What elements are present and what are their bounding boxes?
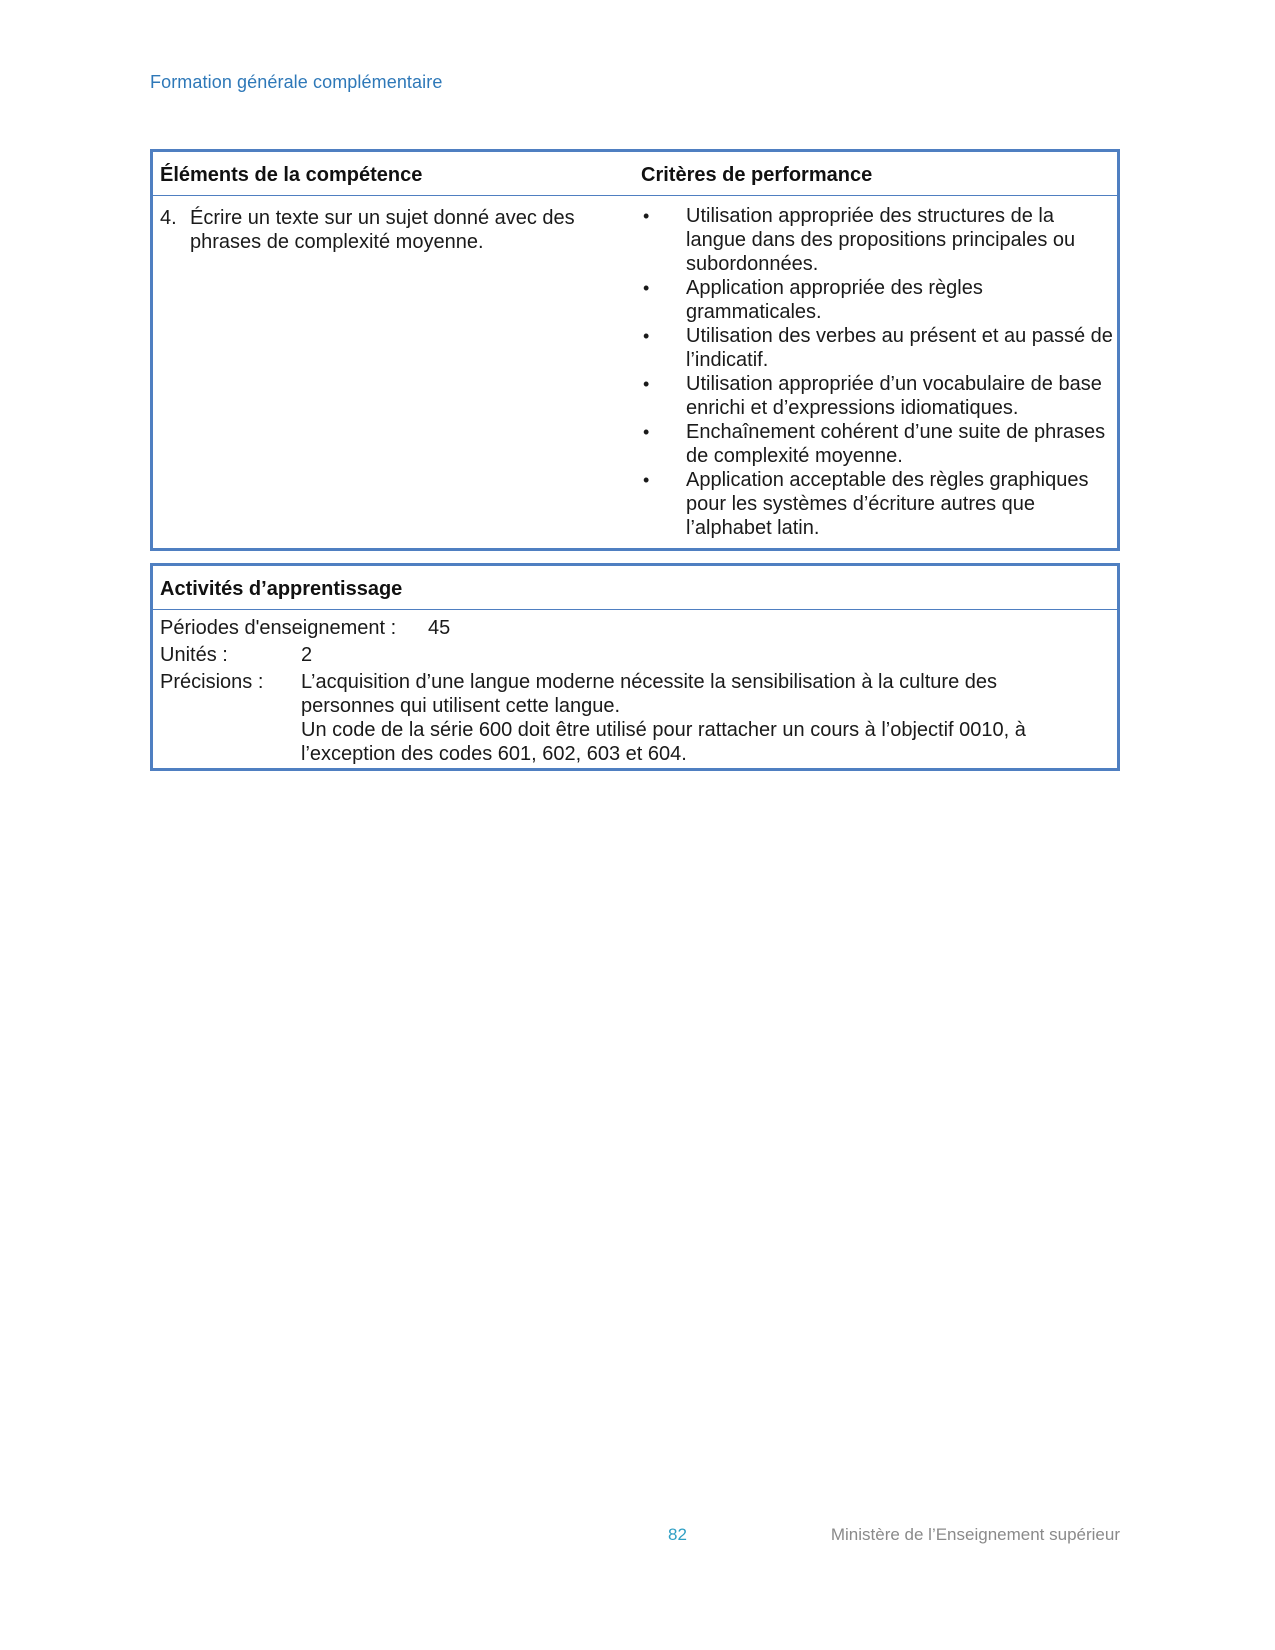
col-header-elements: Éléments de la compétence [160, 164, 423, 186]
criteria-text: Utilisation des verbes au présent et au passé de l’indicatif. [686, 325, 1113, 371]
activites-header [153, 566, 1117, 610]
periodes-value: 45 [428, 617, 451, 639]
criteria-text: Utilisation appropriée des structures de la langue dans des propositions principales ou subordonnées. [686, 205, 1076, 275]
activites-table [150, 563, 1120, 771]
element-text: Écrire un texte sur un sujet donné avec des phrases de complexité moyenne. [190, 207, 575, 253]
bullet-icon: • [643, 422, 650, 442]
col-header-criteres: Critères de performance [641, 164, 873, 186]
competence-table-header [153, 152, 1117, 196]
criteria-text: Application acceptable des règles graphiques pour les systèmes d’écriture autres que l’alphabet latin. [686, 469, 1089, 539]
criteria-item [643, 372, 1113, 420]
criteria-item [643, 324, 1113, 372]
unites-value: 2 [301, 644, 313, 666]
competence-table [150, 149, 1120, 551]
criteria-item [643, 420, 1113, 468]
bullet-icon: • [643, 326, 650, 346]
unites-label: Unités : [160, 644, 228, 666]
running-header: Formation générale complémentaire [150, 72, 443, 92]
bullet-icon: • [643, 278, 650, 298]
footer-ministry: Ministère de l’Enseignement supérieur [830, 1525, 1120, 1544]
precision-paragraph: L’acquisition d’une langue moderne nécessite la sensibilisation à la culture des personnes qui utilisent cette langue. [301, 671, 997, 717]
criteria-text: Utilisation appropriée d’un vocabulaire de base enrichi et d’expressions idiomatiques. [686, 373, 1102, 419]
bullet-icon: • [643, 374, 650, 394]
bullet-icon: • [643, 206, 650, 226]
criteria-item [643, 276, 1113, 324]
periodes-label: Périodes d'enseignement : [160, 617, 397, 639]
element-number: 4. [160, 207, 177, 229]
criteria-text: Enchaînement cohérent d’une suite de phrases de complexité moyenne. [686, 421, 1106, 467]
precisions-text [301, 670, 1091, 766]
activites-title: Activités d’apprentissage [160, 578, 403, 600]
criteria-item [643, 468, 1113, 540]
precisions-label: Précisions : [160, 671, 264, 693]
precision-paragraph: Un code de la série 600 doit être utilisé pour rattacher un cours à l’objectif 0010, à l’exception des codes 601, 602, 603 et 604. [301, 719, 1026, 765]
page-number: 82 [668, 1525, 687, 1544]
bullet-icon: • [643, 470, 650, 490]
criteria-item [643, 204, 1113, 276]
criteria-list [643, 204, 1113, 540]
criteria-text: Application appropriée des règles grammaticales. [686, 277, 983, 323]
